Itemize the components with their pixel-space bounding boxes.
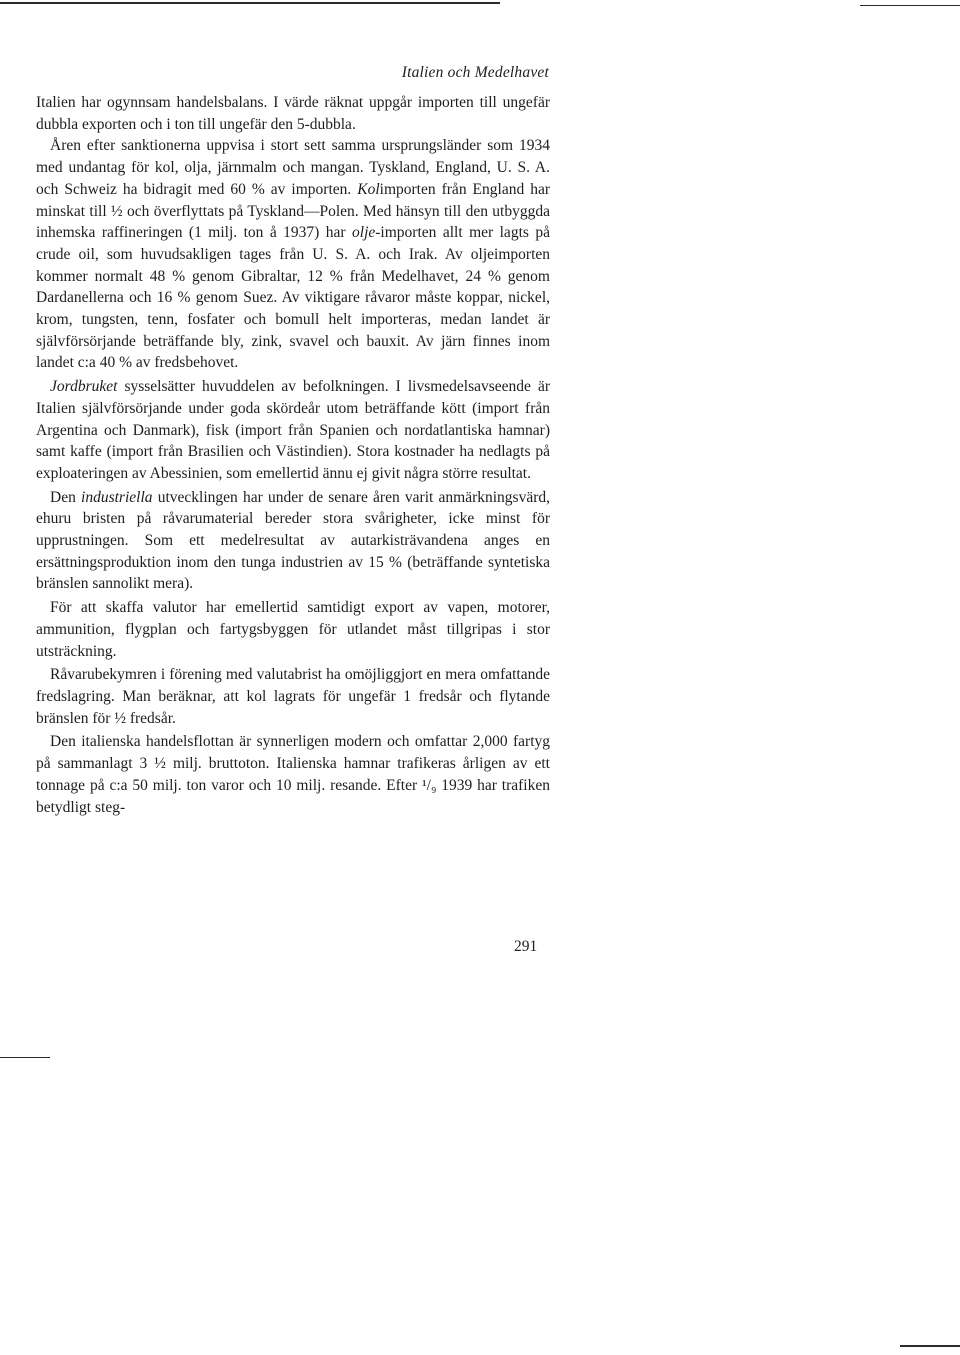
- paragraph: [36, 487, 550, 596]
- paragraph: [36, 597, 550, 662]
- text-segment: -importen allt mer lagts på crude oil, som huvudsakligen tages från U. S. A. och Irak. Av oljeimporten kommer normalt 48 % genom Gibraltar, 12 % från Medelhavet, 24 % genom Dardanellerna och 16 % genom Suez. Av viktigare råvaror måste koppar, nickel, krom, tungsten, tenn, fosfater och bomull helt importeras, medan landet är självförsörjande beträffande bly, zink, svavel och bauxit. Av järn finnes inom landet c:a 40 % av fredsbehovet.: [36, 224, 550, 372]
- text-segment: Åren efter sanktionerna uppvisa i stort sett samma ursprungsländer som 1934 med undantag för kol, olja, järnmalm och mangan. Tyskland, England, U. S. A. och Schweiz ha bidragit med 60 % av importen.: [36, 137, 550, 198]
- text-segment: Den: [50, 488, 82, 506]
- text-segment: Den italienska handelsflottan är synnerligen modern och omfattar 2,000 fartyg på sammanlagt 3 ½ milj. bruttoton. Italienska hamnar trafikeras årligen av ett tonnage på c:a 50 milj. ton varor och 10 milj. resande. Efter ¹/₉ 1939 har trafiken betydligt steg-: [36, 733, 550, 816]
- text-segment: importen från England har minskat till ½ och överflyttats på Tyskland—Polen. Med hänsyn till den utbyggda inhemska raffineringen (1 milj. ton å 1937) har: [36, 180, 550, 242]
- text-segment: För att skaffa valutor har emellertid samtidigt export av vapen, motorer, ammunition, flygplan och fartygsbyggen för utlandet måst tillgripas i stor utsträckning.: [36, 599, 550, 660]
- scan-edge-line-bottom-right: [900, 1345, 960, 1347]
- paragraph: [36, 135, 550, 374]
- scan-edge-line-left: [0, 1057, 50, 1058]
- text-segment: sysselsätter huvuddelen av befolkningen. I livsmedelsavseende är Italien självförsörjande under goda skördeår utom beträffande kött (import från Argentina och Danmark), fisk (import från Spanien och nordatlantiska hamnar) samt kaffe (import från Brasilien och Västindien). Stora kostnader ha nedlagts på exploateringen av Abessinien, som emellertid ännu ej givit några större resultat.: [36, 378, 550, 482]
- italic-text-segment: Kol: [357, 180, 380, 198]
- page-number: 291: [514, 938, 538, 955]
- text-segment: utvecklingen har under de senare åren varit anmärkningsvärd, ehuru bristen på råvarumaterial bereder stora svårigheter, icke minst för upprustningen. Som ett medelresultat av autarkisträvandena anges en ersättningsproduktion inom den tunga industrien av 15 % (beträffande syntetiska bränslen sannolikt mera).: [36, 488, 550, 593]
- scan-edge-line-top: [0, 2, 500, 4]
- running-header: Italien och Medelhavet: [401, 64, 549, 81]
- paragraph: [36, 731, 550, 818]
- text-segment: Italien har ogynnsam handelsbalans. I värde räknat uppgår importen till ungefär dubbla exporten och i ton till ungefär den 5-dubbla.: [36, 94, 550, 133]
- text-segment: Råvarubekymren i förening med valutabrist ha omöjliggjort en mera omfattande fredslagring. Man beräknar, att kol lagrats för ungefär 1 fredsår och flytande bränslen för ½ fredsår.: [36, 666, 550, 727]
- scan-edge-line-top-right: [860, 5, 960, 6]
- italic-text-segment: industriella: [81, 488, 153, 506]
- italic-text-segment: Jordbruket: [50, 378, 118, 396]
- paragraph: [36, 664, 550, 729]
- paragraph: [36, 376, 550, 485]
- paragraph: [36, 92, 550, 135]
- italic-text-segment: olje: [352, 224, 376, 242]
- body-text: [36, 92, 550, 818]
